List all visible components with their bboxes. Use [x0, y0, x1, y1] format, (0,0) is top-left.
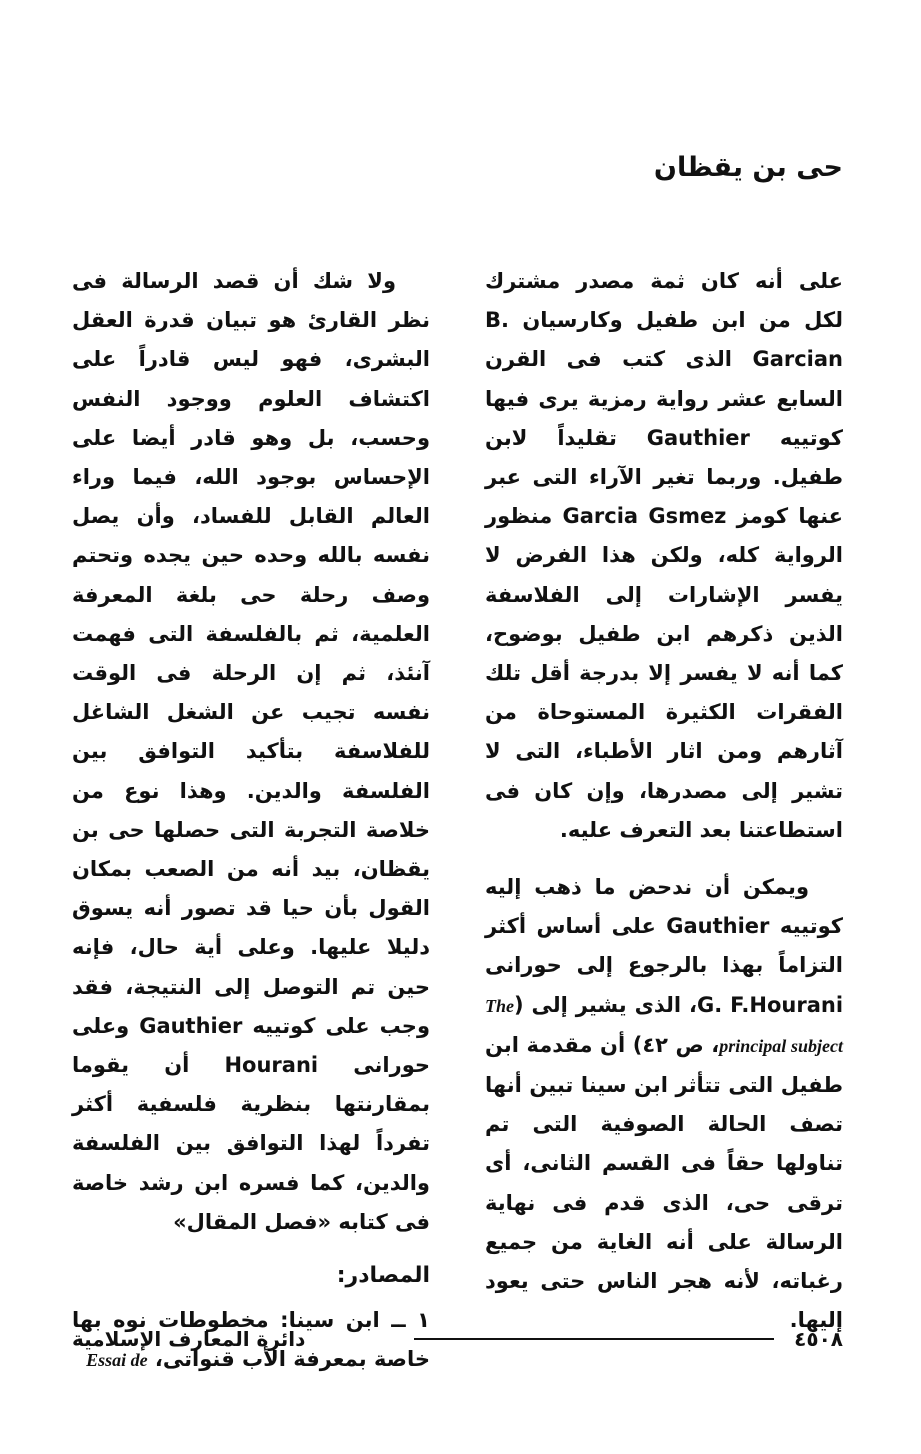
running-title: حى بن يقظان	[653, 152, 843, 183]
paragraph: على أنه كان ثمة مصدر مشترك لكل من ابن طفيل وكارسيان B. Garcian الذى كتب فى القرن السابع عشر رواية رمزية يرى فيها كوتييه Gauthier تقليداً لابن طفيل. وربما تغير الآراء التى عبر عنها كومز Garcia Gsmez منظور الرواية كله، ولكن هذا الفرض لا يفسر الإشارات إلى الفلاسفة الذين ذكرهم ابن طفيل بوضوح، كما أنه لا يفسر إلا بدرجة أقل تلك الفقرات الكثيرة المستوحاة من آثارهم ومن اثار الأطباء، التى لا تشير إلى مصدرها، وإن كان فى استطاعتنا بعد التعرف عليه.	[485, 269, 843, 842]
journal-name: دائرة المعارف الإسلامية	[72, 1327, 306, 1351]
page-number: ٤٥٠٨	[794, 1327, 843, 1351]
right-text-column	[485, 262, 843, 1340]
italic-title: The principal subject	[485, 995, 843, 1056]
left-text-column	[72, 262, 430, 1381]
footer-rule	[414, 1338, 774, 1340]
page-footer	[72, 1324, 843, 1354]
paragraph-text: ، ص ٤٢) أن مقدمة ابن طفيل التى تتأثر ابن سينا تبين أنها تصف الحالة الصوفية التى تم تناولها حقاً فى القسم الثانى، أى ترقى حى، الذى قدم فى نهاية الرسالة على أنه الغاية من جميع رغباته، لأنه هجر الناس حتى يعود إليها.	[485, 1032, 843, 1333]
paragraph-text: ويمكن أن ندحض ما ذهب إليه كوتييه Gauthier على أساس أكثر التزاماً بهذا بالرجوع إلى حورانى G. F.Hourani، الذى يشير إلى (	[485, 875, 844, 1017]
reference-title: Essai de	[86, 1350, 148, 1371]
sources-heading: المصادر:	[336, 1263, 430, 1289]
paragraph: ولا شك أن قصد الرسالة فى نظر القارئ هو تبيان قدرة العقل البشرى، فهو ليس قادراً على اكتشاف العلوم ووجود النفس وحسب، بل وهو قادر أيضا على الإحساس بوجود الله، فيما وراء العالم القابل للفساد، وأن يصل نفسه بالله وحده حين يجده وتحتم وصف رحلة حى بلغة المعرفة العلمية، ثم بالفلسفة التى فهمت آنئذ، ثم إن الرحلة فى الوقت نفسه تجيب عن الشغل الشاغل للفلاسفة بتأكيد التوافق بين الفلسفة والدين. وهذا نوع من خلاصة التجربة التى حصلها حى بن يقظان، بيد أنه من الصعب بمكان القول بأن حيا قد تصور أنه يسوق دليلا عليها. وعلى أية حال، فإنه حين تم التوصل إلى النتيجة، فقد وجب على كوتييه Gauthier وعلى حورانى Hourani أن يقوما بمقارنتها بنظرية فلسفية أكثر تفرداً لهذا التوافق بين الفلسفة والدين، كما فسره ابن رشد خاصة فى كتابه «فصل المقال»	[72, 269, 430, 1234]
paragraph	[485, 868, 843, 1340]
reference-text: ١ ــ ابن سينا: مخطوطات نوه بها خاصة بمعرفة الأب قنواتى،	[72, 1308, 430, 1372]
